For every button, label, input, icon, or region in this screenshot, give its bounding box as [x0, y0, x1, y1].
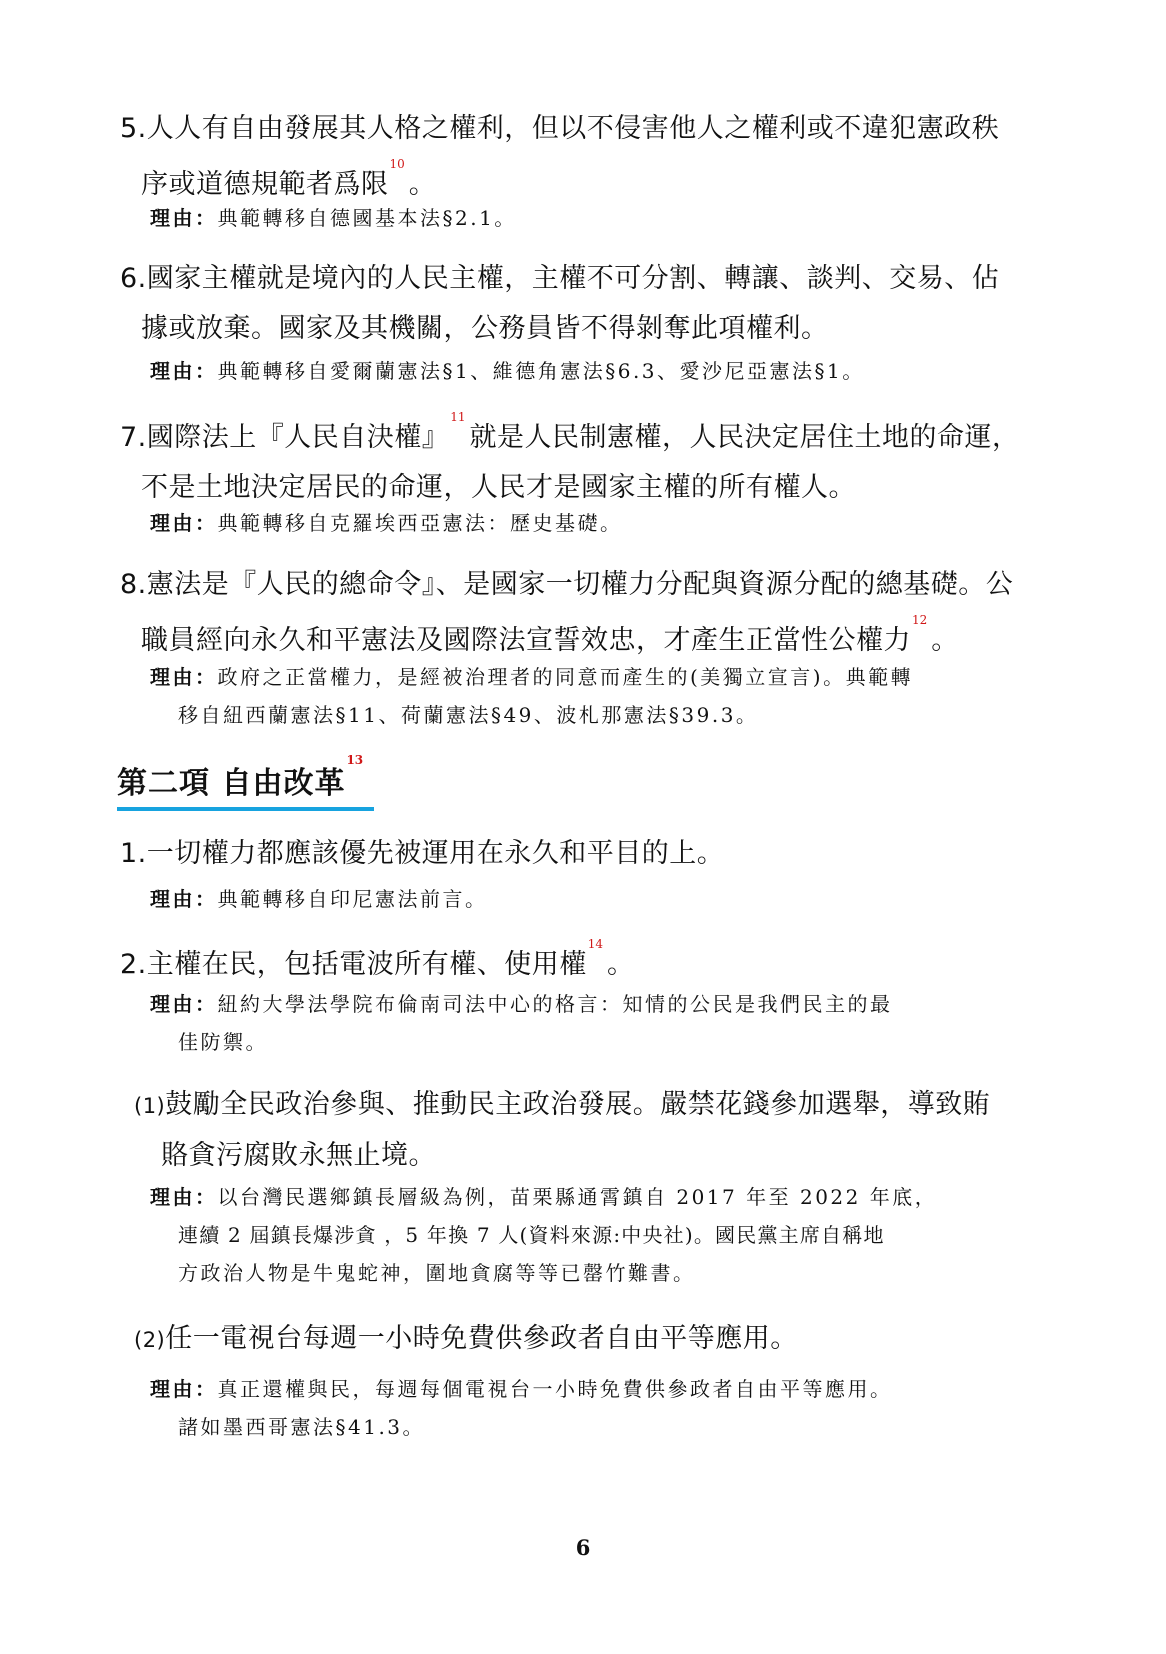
article-text: 國際法上『人民自決權』	[146, 422, 450, 453]
footnote-ref[interactable]: 10	[389, 157, 405, 171]
reason	[0, 199, 1050, 237]
reason-text: 以台灣民選鄉鎮長層級為例，苗栗縣通霄鎮自 2017 年至 2022 年底，	[217, 1185, 938, 1209]
article-number: 8.	[120, 569, 147, 600]
article-7	[21, 407, 1071, 513]
reason-text: 移自紐西蘭憲法§11、荷蘭憲法§49、波札那憲法§39.3。	[178, 703, 759, 727]
reason	[0, 880, 1050, 918]
article-text: 序或道德規範者爲限	[141, 169, 389, 200]
sub-item-1	[27, 1080, 1077, 1181]
reason-text: 連續 2 屆鎮長爆涉貪 ，5 年換 7 人(資料來源:中央社)。國民黨主席自稱地	[178, 1223, 885, 1247]
reason-text: 典範轉移自愛爾蘭憲法§1、維德角憲法§6.3、愛沙尼亞憲法§1。	[217, 359, 865, 383]
article-text: 國家主權就是境內的人民主權，主權不可分割、轉讓、談判、交易、佔	[146, 263, 1000, 294]
reason-text: 典範轉移自德國基本法§2.1。	[217, 206, 517, 230]
page-number: 6	[575, 1535, 591, 1560]
reason-label: 理由：	[150, 359, 218, 383]
article-text: 主權在民，包括電波所有權、使用權	[146, 949, 587, 980]
article-text: 職員經向永久和平憲法及國際法宣誓效忠，才產生正當性公權力	[141, 625, 911, 656]
reason-label: 理由：	[150, 511, 218, 535]
sub-item-number: (1)	[134, 1094, 166, 1118]
article-1	[21, 829, 1071, 879]
article-5	[21, 104, 1071, 210]
sub-item-2	[27, 1314, 1077, 1365]
article-text: 。	[931, 625, 959, 656]
section-heading	[0, 753, 1166, 804]
reason-label: 理由：	[150, 1377, 218, 1401]
reason-label: 理由：	[150, 887, 218, 911]
article-text: 不是土地決定居民的命運，人民才是國家主權的所有權人。	[141, 472, 856, 503]
article-number: 1.	[120, 838, 147, 869]
footnote-ref[interactable]: 11	[450, 410, 466, 424]
footnote-ref[interactable]: 13	[346, 753, 364, 767]
article-text: 賂貪污腐敗永無止境。	[161, 1140, 436, 1171]
reason-text: 政府之正當權力，是經被治理者的同意而產生的(美獨立宣言)。典範轉	[217, 665, 914, 689]
article-text: 據或放棄。國家及其機關，公務員皆不得剝奪此項權利。	[141, 313, 829, 344]
article-text: 鼓勵全民政治參與、推動民主政治發展。嚴禁花錢參加選舉，導致賄	[165, 1089, 991, 1120]
reason	[0, 352, 1050, 390]
article-8	[21, 560, 1071, 666]
reason-text: 典範轉移自克羅埃西亞憲法：歷史基礎。	[217, 511, 623, 535]
article-text: 。	[607, 949, 635, 980]
footnote-ref[interactable]: 12	[912, 613, 928, 627]
section-title: 第二項 自由改革	[117, 766, 346, 801]
reason	[0, 1178, 1050, 1292]
article-text: 任一電視台每週一小時免費供參政者自由平等應用。	[165, 1323, 798, 1354]
reason-text: 典範轉移自印尼憲法前言。	[217, 887, 488, 911]
sub-item-number: (2)	[134, 1328, 166, 1352]
article-text: 就是人民制憲權，人民決定居住土地的命運，	[469, 422, 1020, 453]
article-text: 。	[408, 169, 437, 200]
reason-label: 理由：	[150, 992, 218, 1016]
reason	[0, 985, 1050, 1061]
reason-text: 真正還權與民，每週每個電視台一小時免費供參政者自由平等應用。	[217, 1377, 893, 1401]
article-text: 憲法是『人民的總命令』、是國家一切權力分配與資源分配的總基礎。公	[146, 569, 1014, 600]
reason	[0, 504, 1050, 542]
reason-label: 理由：	[150, 206, 218, 230]
section-underline	[117, 807, 374, 811]
article-6	[21, 254, 1071, 354]
article-text: 人人有自由發展其人格之權利，但以不侵害他人之權利或不違犯憲政秩	[146, 113, 1000, 144]
article-number: 7.	[120, 422, 147, 453]
reason-text: 紐約大學法學院布倫南司法中心的格言：知情的公民是我們民主的最	[217, 992, 893, 1016]
article-text: 一切權力都應該優先被運用在永久和平目的上。	[146, 838, 725, 869]
reason-text: 方政治人物是牛鬼蛇神，圍地貪腐等等已罄竹難書。	[178, 1261, 696, 1285]
reason	[0, 658, 1050, 734]
reason-text: 佳防禦。	[178, 1030, 268, 1054]
reason-text: 諸如墨西哥憲法§41.3。	[178, 1415, 426, 1439]
reason-label: 理由：	[150, 1185, 218, 1209]
reason-label: 理由：	[150, 665, 218, 689]
article-number: 6.	[120, 263, 147, 294]
reason	[0, 1370, 1050, 1446]
article-number: 2.	[120, 949, 147, 980]
article-2	[21, 934, 1071, 990]
footnote-ref[interactable]: 14	[587, 937, 604, 951]
article-number: 5.	[120, 113, 147, 144]
